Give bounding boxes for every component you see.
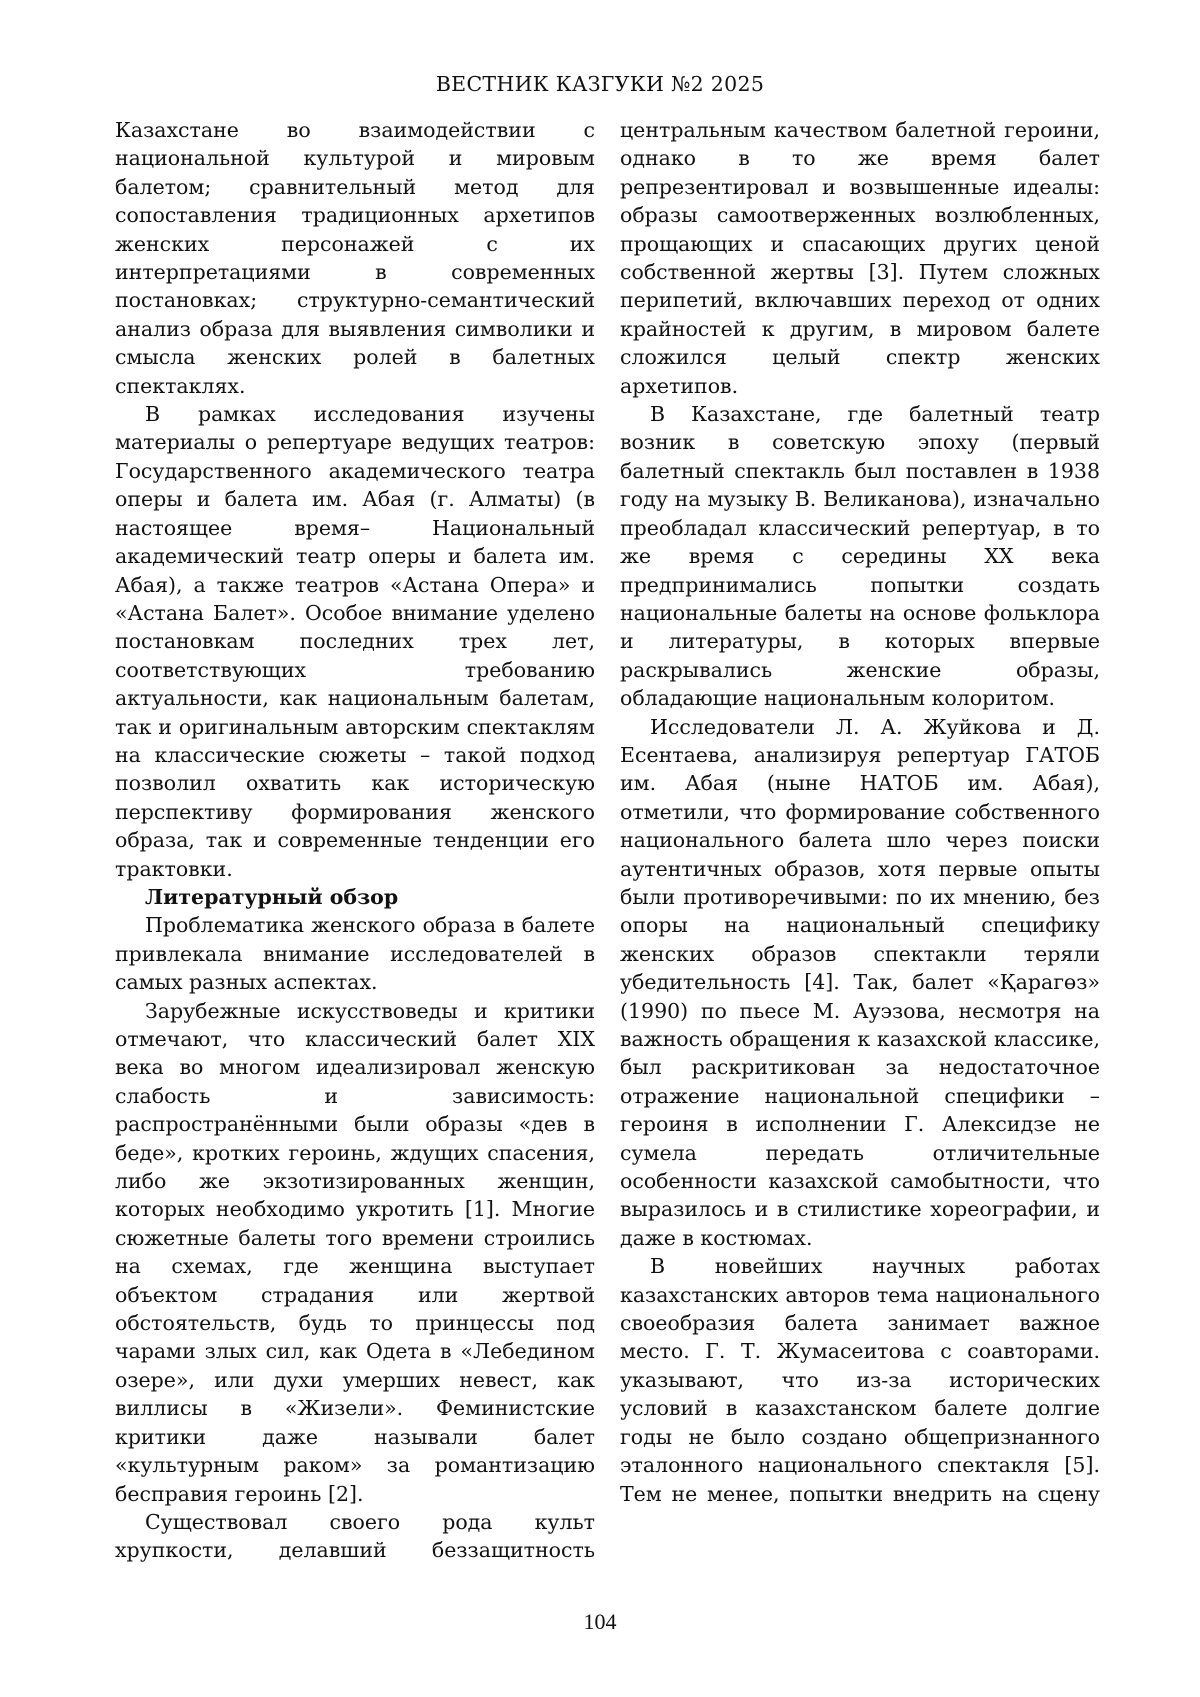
paragraph-cult-of-fragility: Существовал своего рода культ хрупкости, делавший беззащитность (115, 1509, 595, 1563)
paragraph-recent-works: В новейших научных работах казахстанских авторов тема национального своеобразия балета занимает важное место. Г. Т. Жумасеитова с соавторами. указывают, что из-за исторических условий в казахстанском балете долгие годы не было создано общепризнанного эталонного национального спектакля [5]. Тем не менее, попытки внедрить на сцену (620, 1254, 1100, 1506)
paragraph-kazakhstan-ballet-history: В Казахстане, где балетный театр возник в советскую эпоху (первый балетный спектакль был поставлен в 1938 году на музыку В. Великанова), изначально преобладал классический репертуар, в то же время с середины XX века предпринимались попытки создать национальные балеты на основе фольклора и литературы, в которых впервые раскрывались женские образы, обладающие национальным колоритом. (620, 402, 1100, 711)
running-header: ВЕСТНИК КАЗГУКИ №2 2025 (435, 72, 765, 96)
paragraph-methods-continued: Казахстане во взаимодействии с национальной культурой и мировым балетом; сравнительный метод для сопоставления традиционных архетипов женских персонажей с их интерпретациями в современных постановках; структурно-семантический анализ образа для выявления символики и смысла женских ролей в балетных спектаклях. (115, 118, 595, 398)
paragraph-foreign-critics: Зарубежные искусствоведы и критики отмечают, что классический балет XIX века во многом идеализировал женскую слабость и зависимость: распространёнными были образы «дев в беде», кротких героинь, ждущих спасения, либо же экзотизированных женщин, которых необходимо укротить [1]. Многие сюжетные балеты того времени строились на схемах, где женщина выступает объектом страдания или жертвой обстоятельств, будь то принцессы под чарами злых сил, как Одета в «Лебедином озере», или духи умерших невест, как виллисы в «Жизели». Феминистские критики даже называли балет «культурным раком» за романтизацию бесправия героинь [2]. (115, 998, 595, 1506)
paragraph-heroine-archetypes: центральным качеством балетной героини, однако в то же время балет репрезентировал и возвышенные идеалы: образы самоотверженных возлюбленных, прощающих и спасающих других ценой собственной жертвы [3]. Путем сложных перипетий, включавших переход от одних крайностей к другим, в мировом балете сложился целый спектр женских архетипов. (620, 118, 1100, 398)
left-column (115, 116, 595, 1565)
paragraph-researchers-gatob: Исследователи Л. А. Жуйкова и Д. Есентаева, анализируя репертуар ГАТОБ им. Абая (ныне НАТОБ им. Абая), отметили, что формирование собственного национального балета шло через поиски аутентичных образов, хотя первые опыты были противоречивыми: по их мнению, без опоры на национальный специфику женских образов спектакли теряли убедительность [4]. Так, балет «Қарагөз» (1990) по пьесе М. Ауэзова, несмотря на важность обращения к казахской классике, был раскритикован за недостаточное отражение национальной специфики – героиня в исполнении Г. Алексидзе не сумела передать отличительные особенности казахской самобытности, что выразилось и в стилистике хореографии, и даже в костюмах. (620, 714, 1100, 1250)
right-column (620, 116, 1100, 1508)
section-heading-literature-review: Литературный обзор (145, 884, 399, 909)
page-number: 104 (583, 1609, 617, 1634)
paragraph-problem-statement: Проблематика женского образа в балете привлекала внимание исследователей в самых разных аспектах. (115, 913, 595, 995)
paragraph-research-materials: В рамках исследования изучены материалы о репертуаре ведущих театров: Государственного академического театра оперы и балета им. Абая (г. Алматы) (в настоящее время– Национальный академический театр оперы и балета им. Абая), а также театров «Астана Опера» и «Астана Балет». Особое внимание уделено постановкам последних трех лет, соответствующих требованию актуальности, как национальным балетам, так и оригинальным авторским спектаклям на классические сюжеты – такой подход позволил охватить как историческую перспективу формирования женского образа, так и современные тенденции его трактовки. (115, 402, 595, 881)
